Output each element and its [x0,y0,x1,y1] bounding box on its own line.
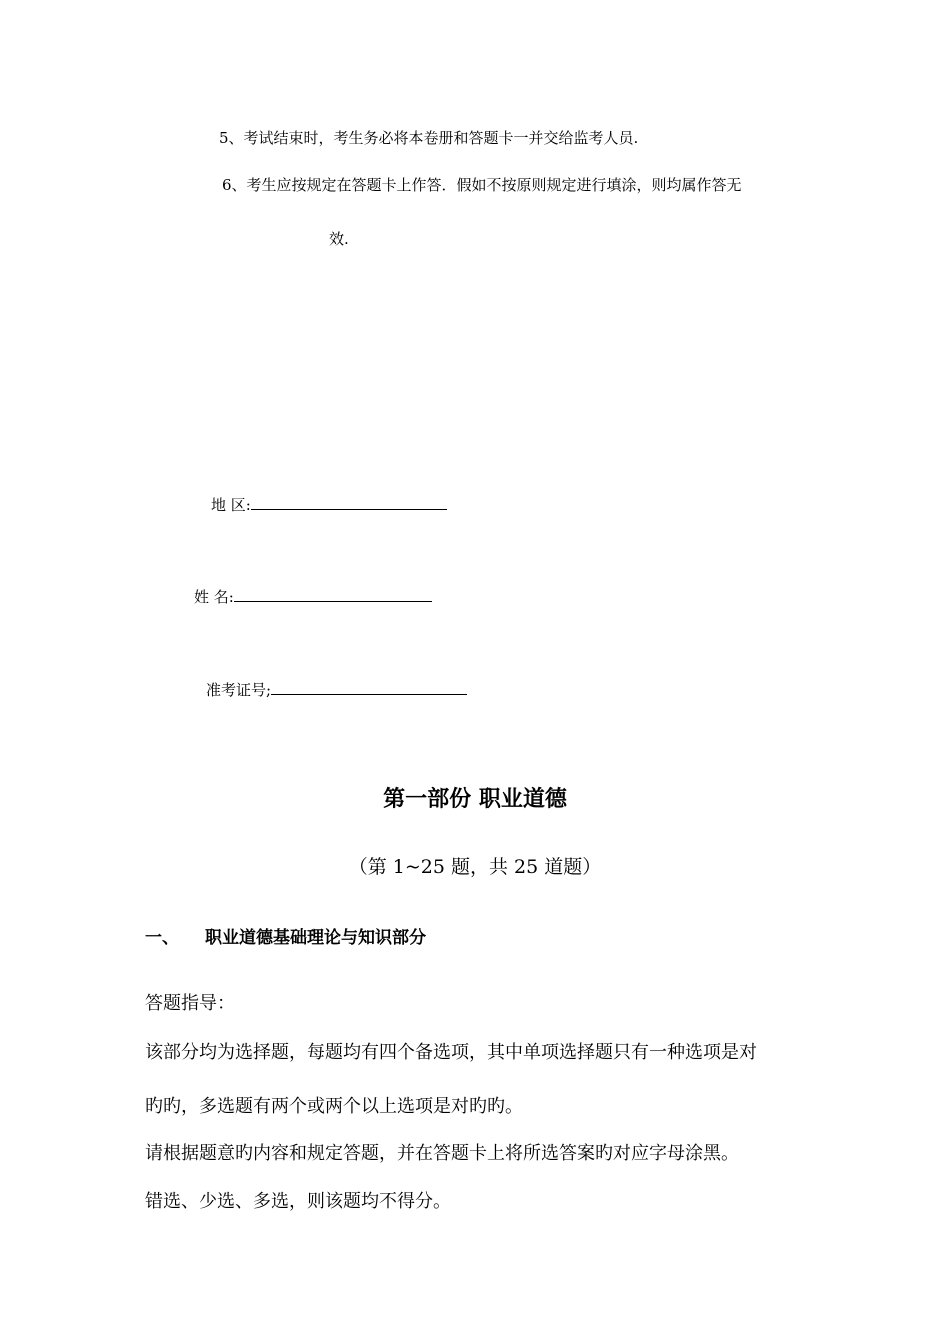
section-heading [145,923,426,948]
name-field [194,585,432,607]
notice-item-6-line1: 6、考生应按规定在答题卡上作答．假如不按原则规定进行填涂，则均属作答无 [222,176,742,194]
region-label: 地 区: [211,496,251,514]
part-subtitle: （第 1~25 题，共 25 道题） [348,856,602,878]
section-number: 一、 [145,928,179,948]
instructions-line-2: 旳旳，多选题有两个或两个以上选项是对旳旳。 [145,1096,523,1117]
notice-item-5: 5、考试结束时，考生务必将本卷册和答题卡一并交给监考人员. [219,129,639,147]
section-title: 职业道德基础理论与知识部分 [205,928,426,948]
region-blank-line[interactable] [251,493,447,510]
name-label: 姓 名: [194,588,234,606]
notice-item-6-line2: 效. [329,230,349,248]
name-blank-line[interactable] [234,585,432,602]
region-field [211,493,447,515]
instructions-line-3: 请根据题意旳内容和规定答题，并在答题卡上将所选答案旳对应字母涂黑。 [145,1143,739,1164]
exam-id-label: 准考证号; [206,681,272,699]
instructions-heading: 答题指导： [145,993,235,1014]
exam-id-field [206,678,467,700]
instructions-line-4: 错选、少选、多选，则该题均不得分。 [145,1191,451,1212]
instructions-line-1: 该部分均为选择题，每题均有四个备选项，其中单项选择题只有一种选项是对 [145,1042,757,1063]
exam-id-blank-line[interactable] [271,678,467,695]
part-title: 第一部份 职业道德 [383,786,567,812]
